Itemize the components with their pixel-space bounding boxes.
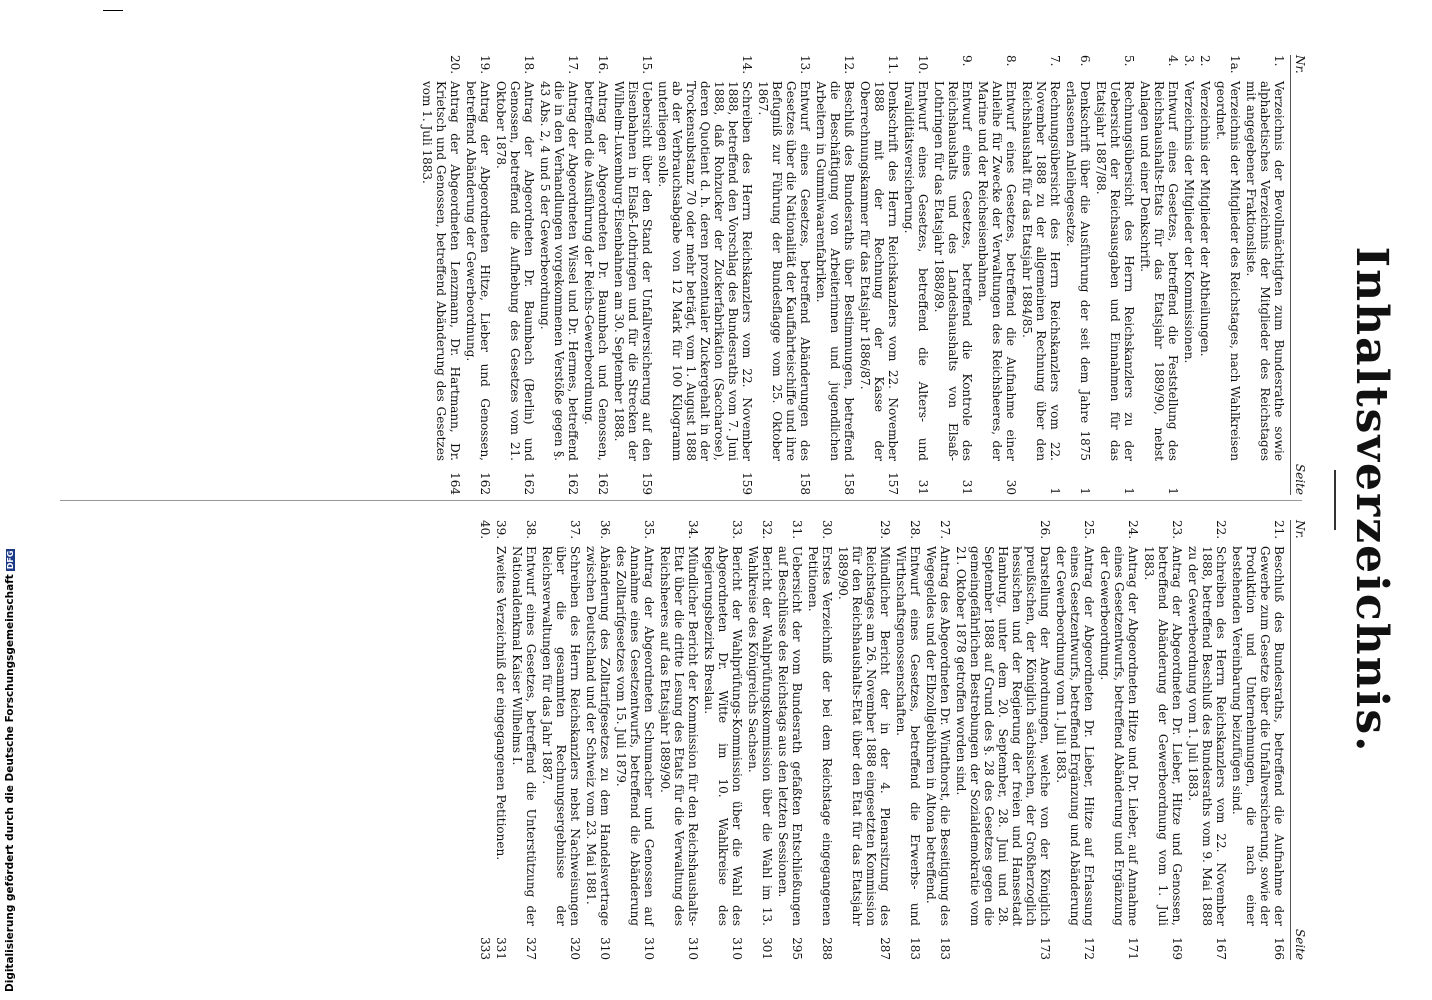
entry-number: 30.: [820, 520, 834, 540]
entry-number: 38.: [524, 520, 538, 540]
entry-title: Uebersicht über den Stand der Unfallversicherung auf den Eisenbahnen in Elsaß-Lothringen und für die Strecken der Wilhelm-Luxemburg-Eisenbahnen am 30. September 1888.: [612, 81, 654, 461]
toc-entry: [746, 520, 774, 960]
entry-title: Schreiben des Herrn Reichskanzlers vom 22. November 1888, betreffend Beschluß des Bundesraths vom 9. Mai 1888 zu der Gewerbeordnung vom 1. Juli 1883.: [1186, 546, 1228, 926]
entry-title: Entwurf eines Gesetzes, betreffend Abänderungen des Gesetzes über die Nationalität der Kauffahrteischiffe und ihre Befugniß zur Führung der Bundesflagge vom 25. Oktober 1867.: [756, 81, 812, 461]
entry-title: [478, 546, 492, 926]
entry-number: 22.: [1214, 520, 1228, 540]
toc-entry: [584, 520, 612, 960]
column-header-page: Seite: [1293, 463, 1307, 495]
toc-entry: [656, 55, 754, 495]
entry-title: Beschluß des Bundesraths über Bestimmungen, betreffend die Beschäftigung von Arbeiterinnen und jugendlichen Arbeitern in Gummiwaarenfabriken.: [814, 81, 856, 461]
entry-page: 1: [1166, 487, 1180, 495]
entry-number: 8.: [1004, 55, 1018, 67]
entry-number: 18.: [522, 55, 536, 75]
column-header: [1290, 520, 1307, 960]
entry-page: 164: [448, 472, 462, 495]
entry-title: Erstes Verzeichniß der bei dem Reichstage eingegangenen Petitionen.: [806, 546, 834, 926]
toc-column-left: [40, 55, 1307, 495]
entry-page: 162: [478, 472, 492, 495]
entry-title: Entwurf eines Gesetzes, betreffend die Kontrole des Reichshaushalts und des Landeshaushalts von Elsaß-Lothringen für das Etatsjahr 1888/89.: [932, 81, 974, 461]
entry-number: 12.: [842, 55, 856, 75]
entry-title: Beschluß des Bundesraths, betreffend die Aufnahme der Gewerbe zum Gesetze über die Unfallversicherung, sowie der Produktion und Unternehmungen, die nach einer bestehenden Vereinbarung beizufügen sind.: [1230, 546, 1286, 926]
entry-page: 331: [494, 937, 508, 960]
toc-entry: [540, 520, 582, 960]
entry-page: 169: [1170, 937, 1184, 960]
entry-page: 310: [686, 937, 700, 960]
toc-entry: [464, 55, 492, 495]
entry-page: 310: [730, 937, 744, 960]
entry-title: Denkschrift über die Ausführung der seit dem Jahre 1875 erlassenen Anleihegesetze.: [1064, 81, 1092, 461]
entry-number: 27.: [938, 520, 952, 540]
entry-page: 159: [640, 472, 654, 495]
toc-entry: [806, 520, 834, 960]
toc-entry: [1094, 55, 1136, 495]
entry-number: 20.: [448, 55, 462, 75]
toc-entry: [1138, 55, 1180, 495]
entry-number: 26.: [1038, 520, 1052, 540]
toc-entry: [1230, 520, 1286, 960]
entry-number: 36.: [598, 520, 612, 540]
entry-number: 33.: [730, 520, 744, 540]
entry-number: 15.: [640, 55, 654, 75]
entry-title: Rechnungsübersicht des Herrn Reichskanzlers vom 22. November 1888 zu der allgemeinen Rechnung über den Reichshaushalt für das Etatsjahr 1884/85.: [1020, 81, 1062, 461]
entry-title: Verzeichnis der Bevollmächtigten zum Bundesrathe sowie alphabetisches Verzeichnis der Mitglieder des Reichstages mit angegebener Fraktionsliste.: [1244, 81, 1286, 461]
entry-page: 158: [798, 472, 812, 495]
entry-number: 28.: [908, 520, 922, 540]
toc-entry: [1244, 55, 1286, 495]
entry-title: Antrag der Abgeordneten Dr. Lieber, Hitze auf Erlassung eines Gesetzentwurfs, betreffend Ergänzung und Abänderung der Gewerbeordnung vom 1. Juli 1883.: [1054, 546, 1096, 926]
entry-title: Denkschrift des Herrn Reichskanzlers vom 22. November 1888 mit der Rechnung der Kasse der Oberrechnungskammer für das Etatsjahr 1886/87.: [858, 81, 900, 461]
toc-entry: [954, 520, 1052, 960]
entry-page: 159: [740, 472, 754, 495]
entry-number: 19.: [478, 55, 492, 75]
entry-page: 157: [886, 472, 900, 495]
entry-title: Antrag der Abgeordneten Dr. Lieber, Hitze und Genossen, betreffend Abänderung der Gewerbeordnung vom 1. Juli 1883.: [1142, 546, 1184, 926]
entry-number: 2.: [1198, 55, 1212, 67]
digitization-sidebar: [0, 0, 24, 1000]
toc-column-right: [40, 520, 1307, 960]
entry-page: 171: [1126, 937, 1140, 960]
entry-number: 21.: [1272, 520, 1286, 540]
toc-entry: [420, 55, 462, 495]
toc-entry: [702, 520, 744, 960]
title-rule: [1334, 470, 1336, 530]
entry-number: 35.: [642, 520, 656, 540]
entry-number: 7.: [1048, 55, 1062, 67]
toc-entry: [776, 520, 804, 960]
column-header-number: Nr.: [1293, 520, 1307, 539]
entry-number: 31.: [790, 520, 804, 540]
toc-entry: [976, 55, 1018, 495]
entry-page: 1: [1078, 487, 1092, 495]
entry-number: 13.: [798, 55, 812, 75]
entry-page: 333: [478, 937, 492, 960]
entry-page: 162: [522, 472, 536, 495]
entry-page: 162: [566, 472, 580, 495]
toc-entry: [478, 520, 492, 960]
column-header: [1290, 55, 1307, 495]
entry-title: Schreiben des Herrn Reichskanzlers vom 22. November 1888, betreffend den Vorschlag des Bundesraths vom 7. Juni 1888, daß Rohzucker der Zuckerfabrikation (Saccharose), deren Quotient d. h. deren prozentualer Zuckergehalt in der Trockensubstanz 70 oder mehr beträgt, vom 1. August 1888 ab der Verbrauchsabgabe von 12 Mark für 100 Kilogramm unterliegen solle.: [656, 81, 754, 461]
toc-entry: [582, 55, 610, 495]
entry-page: 288: [820, 937, 834, 960]
column-header-number: Nr.: [1293, 55, 1307, 74]
entry-number: 4.: [1166, 55, 1180, 67]
entry-number: 1a.: [1228, 55, 1242, 74]
toc-entry: [836, 520, 892, 960]
entry-number: 37.: [568, 520, 582, 540]
toc-entry: [510, 520, 538, 960]
entry-title: Entwurf eines Gesetzes, betreffend die Unterstützung der Nationaldenkmal Kaiser Wilhelms I.: [510, 546, 538, 926]
entry-page: 158: [842, 472, 856, 495]
entry-title: Uebersicht der vom Bundesrath gefaßten Entschließungen auf Beschlüsse des Reichstags aus den letzten Sessionen.: [776, 546, 804, 926]
entry-page: [1244, 461, 1286, 495]
toc-entry: [902, 55, 930, 495]
dfg-logo: DFG: [6, 550, 15, 570]
entry-page: 183: [908, 937, 922, 960]
entry-number: 29.: [878, 520, 892, 540]
entry-title: Antrag der Abgeordneten Dr. Baumbach (Berlin) und Genossen, betreffend die Aufhebung des Gesetzes vom 21. Oktober 1878.: [494, 81, 536, 461]
toc-entry: [858, 55, 900, 495]
entry-number: 1.: [1272, 55, 1286, 67]
entry-page: 287: [878, 937, 892, 960]
entry-page: [1182, 461, 1196, 495]
entry-title: Rechnungsübersicht des Herrn Reichskanzlers zu der Uebersicht der Reichsausgaben und Einnahmen für das Etatsjahr 1887/88.: [1094, 81, 1136, 461]
toc-entry: [1098, 520, 1140, 960]
entry-page: 166: [1272, 937, 1286, 960]
entry-title: Entwurf eines Gesetzes, betreffend die Aufnahme einer Anleihe für Zwecke der Verwaltungen des Reichsheeres, der Marine und der Reichseisenbahnen.: [976, 81, 1018, 461]
entry-number: 16.: [596, 55, 610, 75]
entry-title: Bericht der Wahlprüfungs-Kommission über die Wahl des Abgeordneten Dr. Witte im 10. Wahlkreise des Regierungsbezirks Breslau.: [702, 546, 744, 926]
entry-title: Antrag der Abgeordneten Dr. Baumbach und Genossen, betreffend die Ausführung der Reichs-Gewerbeordnung.: [582, 81, 610, 461]
entry-title: Antrag der Abgeordneten Wissel und Dr. Hermes, betreffend die in den Verhandlungen vorgekommenen Verstöße gegen §. 43 Abs. 2, 4 und 5 der Gewerbeordnung.: [538, 81, 580, 461]
entry-page: 1: [1048, 487, 1062, 495]
entry-title: Mündlicher Bericht der Kommission für den Reichshaushalts-Etat über die dritte Lesung des Etats für die Verwaltung des Reichsheeres auf das Etatsjahr 1889/90.: [658, 546, 700, 926]
entry-page: [1198, 461, 1212, 495]
toc-entry: [1186, 520, 1228, 960]
toc-entry: [1142, 520, 1184, 960]
entry-number: 39.: [494, 520, 508, 540]
entry-page: 310: [598, 937, 612, 960]
funding-credit-text: Digitalisierung gefördert durch die Deutsche Forschungsgemeinschaft: [4, 574, 16, 992]
toc-entry: [1054, 520, 1096, 960]
entry-title: Entwurf eines Gesetzes, betreffend die Alters- und Invaliditätsversicherung.: [902, 81, 930, 461]
scan-mark: [103, 10, 123, 11]
toc-entry: [538, 55, 580, 495]
entry-title: Antrag der Abgeordneten Lenzmann, Dr. Hartmann, Dr. Krietsch und Genossen, betreffend Abänderung des Gesetzes vom 1. Juli 1883.: [420, 81, 462, 461]
entry-page: 310: [642, 937, 656, 960]
entry-page: 173: [1038, 937, 1052, 960]
toc-entry: [494, 55, 536, 495]
column-header-page: Seite: [1293, 928, 1307, 960]
entry-page: 172: [1082, 937, 1096, 960]
entry-title: Verzeichnis der Mitglieder der Abtheilungen.: [1198, 81, 1212, 357]
document-title: Inhaltsverzeichnis.: [1346, 246, 1397, 754]
entry-title: Abänderung des Zolltarifgesetzes zu dem Handelsvertrage zwischen Deutschland und der Schweiz vom 23. Mai 1881.: [584, 546, 612, 926]
entry-title: Antrag der Abgeordneten Hitze, Lieber und Genossen, betreffend Abänderung der Gewerbeordnung.: [464, 81, 492, 461]
entry-title: Antrag der Abgeordneten Hitze und Dr. Lieber, auf Annahme eines Gesetzentwurfs, betreffend Abänderung und Ergänzung der Gewerbeordnung.: [1098, 546, 1140, 926]
entry-number: 40.: [478, 520, 492, 540]
entry-title: Verzeichnis der Mitglieder des Reichstages, nach Wahlkreisen geordnet.: [1214, 81, 1242, 461]
entry-title: Verzeichnis der Mitglieder der Kommissionen.: [1182, 81, 1196, 364]
entry-page: 295: [790, 937, 804, 960]
toc-entry: [932, 55, 974, 495]
entry-page: 31: [960, 479, 974, 495]
entry-number: 5.: [1122, 55, 1136, 67]
entry-number: 34.: [686, 520, 700, 540]
toc-entry: [924, 520, 952, 960]
entry-page: [1214, 461, 1242, 495]
entry-number: 9.: [960, 55, 974, 67]
entry-number: 23.: [1170, 520, 1184, 540]
entry-number: 14.: [740, 55, 754, 75]
toc-entry: [612, 55, 654, 495]
entry-title: Mündlicher Bericht der in der 4. Plenarsitzung des Reichstages am 26. November 1888 eingesetzten Kommission für den Reichshaushalts-Etat über den Etat für das Etatsjahr 1889/90.: [836, 546, 892, 926]
toc-entry: [894, 520, 922, 960]
entry-number: 6.: [1078, 55, 1092, 67]
entry-title: Entwurf eines Gesetzes, betreffend die Erwerbs- und Wirthschaftsgenossenschaften.: [894, 546, 922, 926]
entry-title: Entwurf eines Gesetzes, betreffend die Feststellung des Reichshaushalts-Etats für das Etatsjahr 1889/90, nebst Anlagen und einer Denkschrift.: [1138, 81, 1180, 461]
entry-page: 327: [524, 937, 538, 960]
entry-page: 30: [1004, 479, 1018, 495]
entry-number: 10.: [916, 55, 930, 75]
entry-title: Bericht der Wahlprüfungskommission über die Wahl im 13. Wahlkreise des Königreichs Sachsen.: [746, 546, 774, 926]
entry-title: Antrag der Abgeordneten Schumacher und Genossen auf Annahme eines Gesetzentwurfs, betreffend die Abänderung des Zolltarifgesetzes vom 15. Juli 1879.: [614, 546, 656, 926]
toc-entry: [494, 520, 508, 960]
entry-page: 162: [596, 472, 610, 495]
entry-page: 31: [916, 479, 930, 495]
toc-entry: [1064, 55, 1092, 495]
entry-number: 11.: [886, 55, 900, 75]
entry-number: 17.: [566, 55, 580, 75]
entry-number: 32.: [760, 520, 774, 540]
toc-entry: [1182, 55, 1196, 495]
entry-page: 301: [760, 937, 774, 960]
column-divider: [60, 500, 1302, 501]
entry-page: 183: [938, 937, 952, 960]
entry-number: 25.: [1082, 520, 1096, 540]
toc-entry: [1198, 55, 1212, 495]
toc-entry: [1214, 55, 1242, 495]
entry-page: 1: [1122, 487, 1136, 495]
toc-entry: [756, 55, 812, 495]
toc-entry: [1020, 55, 1062, 495]
entry-title: Schreiben des Herrn Reichskanzlers nebst Nachweisungen über die gesammten Rechnungsergebnisse der Reichsverwaltungen für das Jahr 1887.: [540, 546, 582, 926]
funding-credit: [4, 549, 16, 992]
toc-entry: [814, 55, 856, 495]
entry-title: Darstellung der Anordnungen, welche von der Königlich preußischen, der Königlich sächsischen, der Großherzoglich hessischen und der Regierung der freien und Hansestadt Hamburg, unter dem 20. September, 28. Juni und 28. September 1888 auf Grund des §. 28 des Gesetzes gegen die gemeingefährlichen Bestrebungen der Sozialdemokratie vom 21. Oktober 1878 getroffen worden sind.: [954, 546, 1052, 926]
entry-page: 320: [568, 937, 582, 960]
entry-number: 24.: [1126, 520, 1140, 540]
entry-number: 3.: [1182, 55, 1196, 67]
entry-page: 167: [1214, 937, 1228, 960]
entry-title: Zweites Verzeichniß der eingegangenen Petitionen.: [494, 546, 508, 861]
toc-entry: [658, 520, 700, 960]
entry-title: Antrag des Abgeordneten Dr. Windthorst, die Beseitigung des Wegegeldes und der Elbzollgebühren in Altona betreffend.: [924, 546, 952, 926]
toc-entry: [614, 520, 656, 960]
